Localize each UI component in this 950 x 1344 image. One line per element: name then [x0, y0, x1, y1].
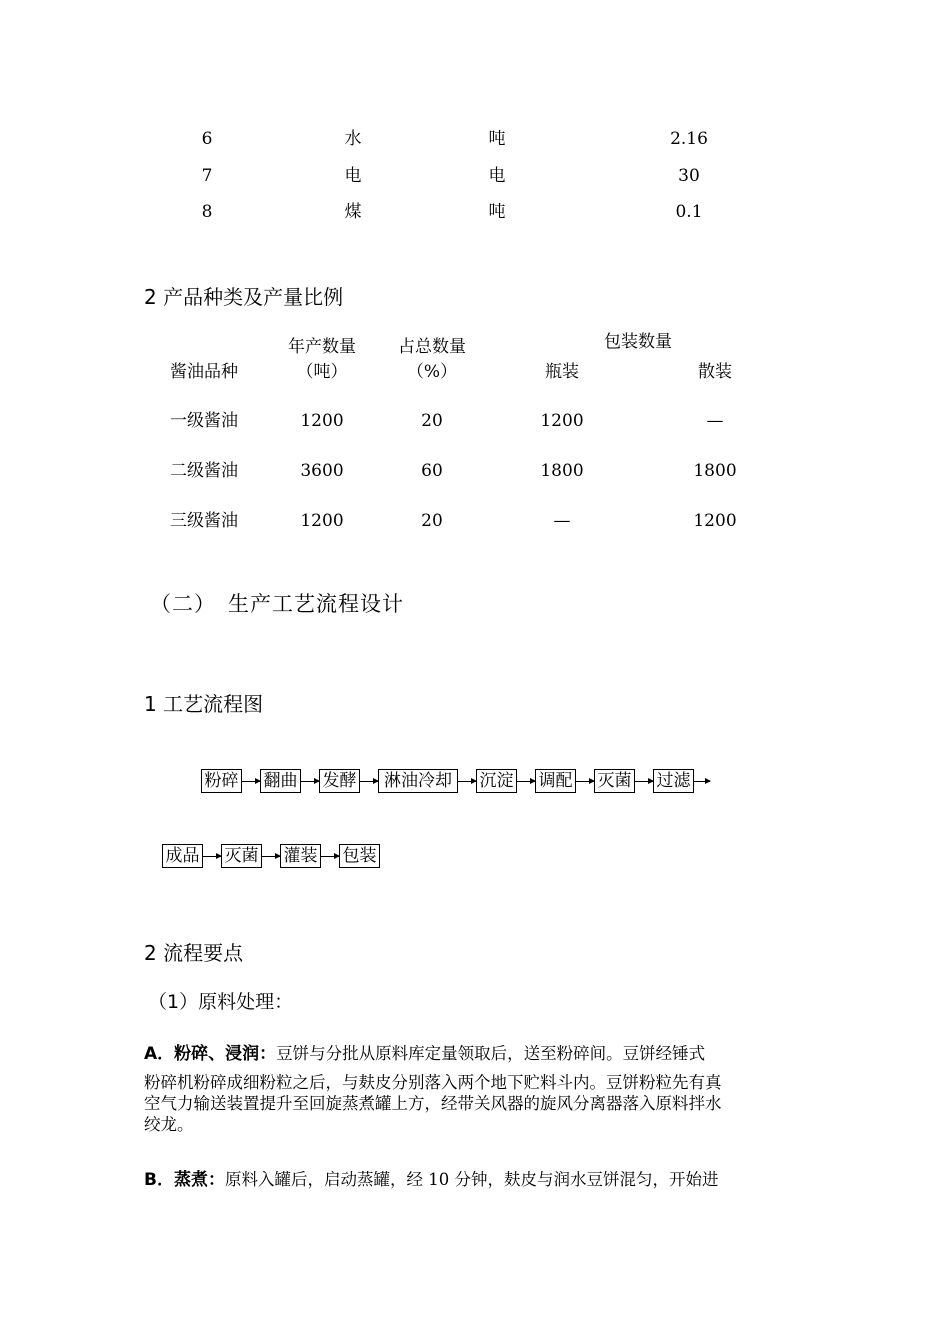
header-share-line2: （%） [406, 362, 458, 382]
row-item: 煤 [344, 202, 362, 222]
flow-step-leach-cool: 淋油冷却 [378, 769, 458, 793]
cell-annual: 1200 [300, 411, 344, 431]
paragraph-b [144, 1169, 810, 1191]
header-share-line1: 占总数量 [398, 337, 466, 357]
flow-arrow-icon [301, 781, 319, 782]
cell-variety: 三级酱油 [170, 511, 238, 531]
flow-arrow-icon [203, 856, 221, 857]
cell-bulk: 1800 [693, 461, 737, 481]
row-item: 水 [344, 129, 362, 149]
paragraph-a-line3: 空气力输送装置提升至回旋蒸煮罐上方，经带关风器的旋风分离器落入原料拌水 [144, 1094, 722, 1113]
row-item: 电 [344, 166, 362, 186]
flow-arrow-icon [360, 781, 378, 782]
flow-step-fill: 灌装 [280, 844, 321, 868]
flow-step-pack: 包装 [339, 844, 380, 868]
row-amount: 30 [678, 166, 700, 186]
header-bottled: 瓶装 [545, 362, 579, 382]
row-unit: 吨 [488, 202, 506, 222]
product-section-title: 2 产品种类及产量比例 [144, 285, 344, 309]
flow-arrow-icon [321, 856, 339, 857]
cell-bottled: 1200 [540, 411, 584, 431]
flow-arrow-icon [242, 781, 260, 782]
paragraph-a-heading: A．粉碎、浸润： [144, 1044, 277, 1064]
cell-share: 20 [421, 511, 443, 531]
row-unit: 吨 [488, 129, 506, 149]
flow-step-ferment: 发酵 [319, 769, 360, 793]
flow-step-koji: 翻曲 [260, 769, 301, 793]
paragraph-b-heading: B．蒸煮： [144, 1170, 225, 1190]
flow-step-sterilize-2: 灭菌 [221, 844, 262, 868]
header-pack: 包装数量 [604, 332, 672, 352]
header-annual-line2: （吨） [296, 362, 348, 382]
cell-annual: 1200 [300, 511, 344, 531]
row-number: 6 [201, 129, 213, 149]
cell-variety: 二级酱油 [170, 461, 238, 481]
cell-bottled: — [553, 511, 571, 531]
header-annual-line1: 年产数量 [288, 337, 356, 357]
header-variety: 酱油品种 [170, 362, 238, 382]
row-unit: 电 [488, 166, 506, 186]
flow-arrow-icon [262, 856, 280, 857]
row-amount: 0.1 [675, 202, 703, 222]
flow-step-filter: 过滤 [653, 769, 694, 793]
paragraph-b-line1: 原料入罐后，启动蒸罐，经 10 分钟，麸皮与润水豆饼混匀，开始进 [224, 1170, 719, 1189]
row-number: 7 [201, 166, 213, 186]
paragraph-a-line4: 绞龙。 [144, 1115, 194, 1134]
cell-bulk: 1200 [693, 511, 737, 531]
flow-title: 1 工艺流程图 [144, 692, 264, 716]
cell-bottled: 1800 [540, 461, 584, 481]
cell-variety: 一级酱油 [170, 411, 238, 431]
cell-share: 60 [421, 461, 443, 481]
row-amount: 2.16 [670, 129, 708, 149]
section2-title: 生产工艺流程设计 [228, 592, 404, 616]
flow-step-settle: 沉淀 [476, 769, 517, 793]
cell-share: 20 [421, 411, 443, 431]
flow-arrow-icon [635, 781, 653, 782]
flow-step-sterilize: 灭菌 [594, 769, 635, 793]
section2-number: （二） [150, 592, 216, 616]
flow-step-product: 成品 [162, 844, 203, 868]
points-subtitle: （1）原料处理： [148, 991, 294, 1013]
flow-step-crush: 粉碎 [201, 769, 242, 793]
row-number: 8 [201, 202, 213, 222]
flow-arrow-icon [576, 781, 594, 782]
flow-arrow-icon [517, 781, 535, 782]
header-bulk: 散装 [698, 362, 732, 382]
paragraph-a [144, 1043, 810, 1135]
flow-arrow-icon [458, 781, 476, 782]
flow-step-blend: 调配 [535, 769, 576, 793]
cell-annual: 3600 [300, 461, 344, 481]
flow-arrow-icon [694, 781, 710, 782]
paragraph-a-line2: 粉碎机粉碎成细粉粒之后，与麸皮分别落入两个地下贮料斗内。豆饼粉粒先有真 [144, 1073, 722, 1092]
paragraph-a-line1: 豆饼与分批从原料库定量领取后，送至粉碎间。豆饼经锤式 [276, 1044, 706, 1063]
points-title: 2 流程要点 [144, 941, 244, 965]
cell-bulk: — [706, 411, 724, 431]
